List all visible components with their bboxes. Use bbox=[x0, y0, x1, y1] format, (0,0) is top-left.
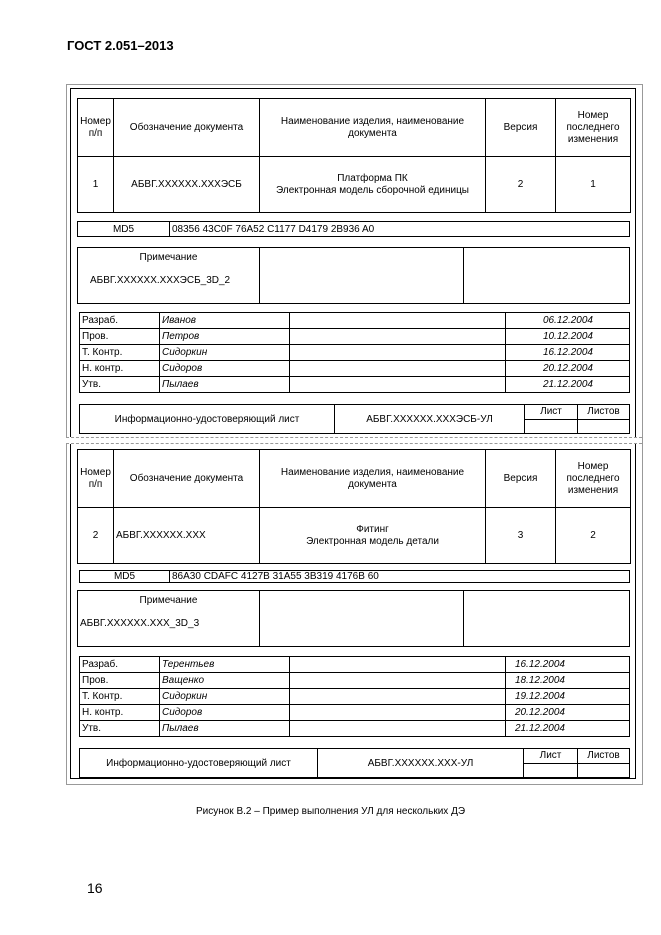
document-table-2 bbox=[77, 449, 631, 564]
col-designation-header: Обозначение документа bbox=[114, 450, 260, 508]
note-cell bbox=[78, 591, 260, 647]
signature-cell bbox=[290, 361, 506, 377]
note-value: АБВГ.XXXXXX.XXXЭСБ_3D_2 bbox=[90, 275, 231, 286]
signature-name: Пылаев bbox=[160, 377, 290, 393]
signature-row bbox=[80, 377, 630, 393]
document-code: АБВГ.XXXXXX.XXXЭСБ-УЛ bbox=[335, 405, 525, 434]
page-number: 16 bbox=[87, 880, 103, 896]
col-num-header: Номер п/п bbox=[78, 450, 114, 508]
table-row bbox=[78, 157, 631, 213]
signature-row bbox=[80, 721, 630, 737]
signature-role: Пров. bbox=[80, 673, 160, 689]
sheet-label: Лист bbox=[525, 405, 578, 420]
sheets-value bbox=[578, 763, 630, 778]
signature-row bbox=[80, 361, 630, 377]
signature-date: 16.12.2004 bbox=[506, 345, 630, 361]
col-last-change-header: Номер последнего изменения bbox=[556, 99, 631, 157]
document-code: АБВГ.XXXXXX.XXX-УЛ bbox=[318, 749, 524, 778]
document-header: ГОСТ 2.051–2013 bbox=[67, 38, 174, 53]
signature-date: 06.12.2004 bbox=[506, 313, 630, 329]
note-block-1 bbox=[77, 247, 630, 304]
signature-role: Т. Контр. bbox=[80, 345, 160, 361]
sheet-title: Информационно-удостоверяющий лист bbox=[80, 749, 318, 778]
signature-name: Петров bbox=[160, 329, 290, 345]
signature-cell bbox=[290, 345, 506, 361]
signatures-table-2 bbox=[79, 656, 630, 737]
signature-date: 20.12.2004 bbox=[506, 361, 630, 377]
title-block-1 bbox=[79, 404, 630, 434]
note-empty-cell bbox=[464, 591, 630, 647]
signature-row bbox=[80, 313, 630, 329]
row-last-change: 1 bbox=[556, 157, 631, 213]
row-version: 2 bbox=[486, 157, 556, 213]
row-num: 2 bbox=[78, 508, 114, 564]
block-separator bbox=[66, 437, 642, 444]
signature-name: Терентьев bbox=[160, 657, 290, 673]
row-name: Фитинг Электронная модель детали bbox=[260, 508, 486, 564]
signature-cell bbox=[290, 689, 506, 705]
row-version: 3 bbox=[486, 508, 556, 564]
signature-role: Утв. bbox=[80, 721, 160, 737]
col-designation-header: Обозначение документа bbox=[114, 99, 260, 157]
table-row bbox=[78, 508, 631, 564]
signature-cell bbox=[290, 329, 506, 345]
sheets-label: Листов bbox=[578, 405, 630, 420]
signature-cell bbox=[290, 377, 506, 393]
signature-name: Сидоров bbox=[160, 705, 290, 721]
row-last-change: 2 bbox=[556, 508, 631, 564]
note-block-2 bbox=[77, 590, 630, 647]
signature-name: Ващенко bbox=[160, 673, 290, 689]
note-cell bbox=[78, 248, 260, 304]
col-last-change-header: Номер последнего изменения bbox=[556, 450, 631, 508]
note-empty-cell bbox=[260, 591, 464, 647]
signature-date: 19.12.2004 bbox=[506, 689, 630, 705]
signature-cell bbox=[290, 673, 506, 689]
sheets-value bbox=[578, 419, 630, 434]
signature-row bbox=[80, 689, 630, 705]
signature-role: Т. Контр. bbox=[80, 689, 160, 705]
md5-label: MD5 bbox=[80, 571, 170, 583]
sheet-value bbox=[525, 419, 578, 434]
signature-cell bbox=[290, 313, 506, 329]
note-empty-cell bbox=[464, 248, 630, 304]
signature-name: Сидоркин bbox=[160, 689, 290, 705]
signature-date: 10.12.2004 bbox=[506, 329, 630, 345]
title-block-2 bbox=[79, 748, 630, 778]
signature-row bbox=[80, 345, 630, 361]
md5-value: 86A30 CDAFC 4127B 31A55 3B319 4176B 60 bbox=[170, 571, 630, 583]
md5-label: MD5 bbox=[78, 222, 170, 237]
md5-row-1 bbox=[77, 221, 630, 237]
sheet-title: Информационно-удостоверяющий лист bbox=[80, 405, 335, 434]
col-name-header: Наименование изделия, наименование документа bbox=[260, 450, 486, 508]
signature-name: Сидоров bbox=[160, 361, 290, 377]
document-table-1 bbox=[77, 98, 631, 213]
signature-role: Н. контр. bbox=[80, 361, 160, 377]
signature-role: Утв. bbox=[80, 377, 160, 393]
col-version-header: Версия bbox=[486, 99, 556, 157]
row-num: 1 bbox=[78, 157, 114, 213]
figure-caption: Рисунок В.2 – Пример выполнения УЛ для нескольких ДЭ bbox=[195, 806, 466, 817]
row-designation: АБВГ.XXXXXX.XXX bbox=[114, 508, 260, 564]
signature-name: Пылаев bbox=[160, 721, 290, 737]
col-num-header: Номер п/п bbox=[78, 99, 114, 157]
signature-cell bbox=[290, 657, 506, 673]
signature-row bbox=[80, 705, 630, 721]
signature-date: 20.12.2004 bbox=[506, 705, 630, 721]
signature-date: 21.12.2004 bbox=[506, 377, 630, 393]
row-designation: АБВГ.XXXXXX.XXXЭСБ bbox=[114, 157, 260, 213]
signature-row bbox=[80, 657, 630, 673]
signature-row bbox=[80, 673, 630, 689]
signature-role: Разраб. bbox=[80, 313, 160, 329]
signature-date: 18.12.2004 bbox=[506, 673, 630, 689]
signature-role: Пров. bbox=[80, 329, 160, 345]
col-version-header: Версия bbox=[486, 450, 556, 508]
sheet-label: Лист bbox=[524, 749, 578, 764]
note-label: Примечание bbox=[139, 252, 198, 263]
signature-cell bbox=[290, 721, 506, 737]
md5-value: 08356 43C0F 76A52 C1177 D4179 2B936 A0 bbox=[170, 222, 630, 237]
signature-role: Разраб. bbox=[80, 657, 160, 673]
note-value: АБВГ.XXXXXX.XXX_3D_3 bbox=[80, 618, 200, 629]
sheet-value bbox=[524, 763, 578, 778]
signature-date: 16.12.2004 bbox=[506, 657, 630, 673]
signature-name: Иванов bbox=[160, 313, 290, 329]
signature-name: Сидоркин bbox=[160, 345, 290, 361]
md5-row-2 bbox=[79, 570, 630, 583]
signature-role: Н. контр. bbox=[80, 705, 160, 721]
note-label: Примечание bbox=[139, 595, 198, 606]
note-empty-cell bbox=[260, 248, 464, 304]
signature-row bbox=[80, 329, 630, 345]
signature-cell bbox=[290, 705, 506, 721]
col-name-header: Наименование изделия, наименование документа bbox=[260, 99, 486, 157]
signatures-table-1 bbox=[79, 312, 630, 393]
row-name: Платформа ПК Электронная модель сборочной единицы bbox=[260, 157, 486, 213]
signature-date: 21.12.2004 bbox=[506, 721, 630, 737]
sheets-label: Листов bbox=[578, 749, 630, 764]
